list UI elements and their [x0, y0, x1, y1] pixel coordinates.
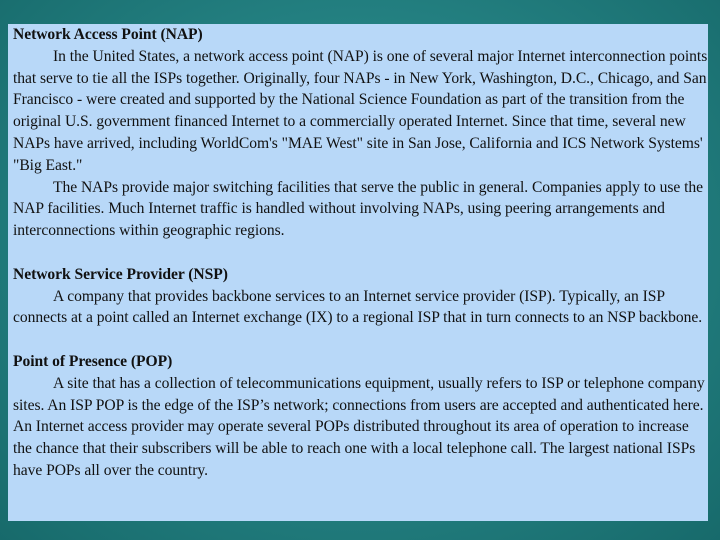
section-nsp [13, 264, 708, 329]
document-panel [8, 24, 708, 521]
section-nap [13, 24, 708, 242]
paragraph: A site that has a collection of telecommunications equipment, usually refers to ISP or telephone company sites. An ISP POP is the edge of the ISP’s network; connections from users are accepted and authenticated here. An Internet access provider may operate several POPs distributed throughout its area of operation to increase the chance that their subscribers will be able to reach one with a local telephone call. The largest national ISPs have POPs all over the country. [13, 374, 705, 479]
paragraph: The NAPs provide major switching facilities that serve the public in general. Companies apply to use the NAP facilities. Much Internet traffic is handled without involving NAPs, using peering arrangements and interconnections within geographic regions. [13, 178, 704, 240]
section-heading: Point of Presence (POP) [13, 352, 173, 370]
section-heading: Network Service Provider (NSP) [13, 265, 228, 283]
section-pop [13, 351, 708, 482]
paragraph: A company that provides backbone services to an Internet service provider (ISP). Typically, an ISP connects at a point called an Internet exchange (IX) to a regional ISP that in turn connects to an NSP backbone. [13, 287, 703, 327]
paragraph: In the United States, a network access point (NAP) is one of several major Internet interconnection points that serve to tie all the ISPs together. Originally, four NAPs - in New York, Washington, D.C., Chicago, and San Francisco - were created and supported by the National Science Foundation as part of the transition from the original U.S. government financed Internet to a commercially operated Internet. Since that time, several new NAPs have arrived, including WorldCom's "MAE West" site in San Jose, California and ICS Network Systems' "Big East." [13, 47, 708, 174]
section-heading: Network Access Point (NAP) [13, 26, 203, 43]
